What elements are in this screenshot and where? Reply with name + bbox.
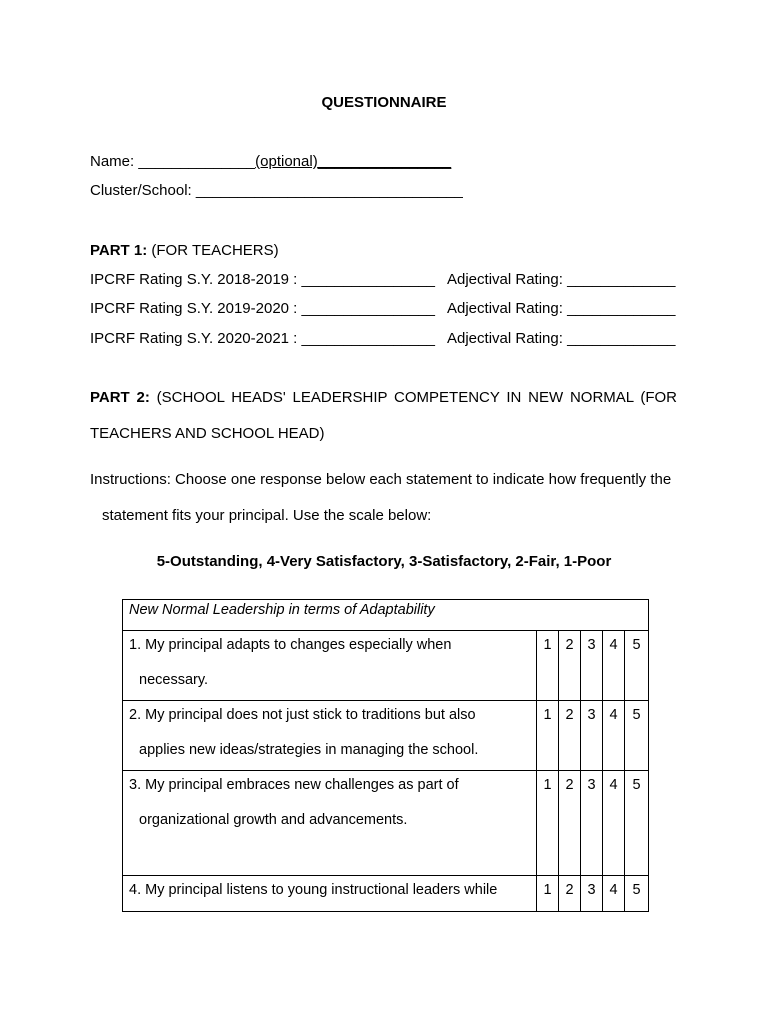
- statement-cell: [123, 631, 537, 701]
- statement-text: applies new ideas/strategies in managing the school.: [139, 742, 479, 758]
- ipcrf-label: IPCRF Rating S.Y. 2020-2021 :: [90, 330, 302, 347]
- table-header: New Normal Leadership in terms of Adaptability: [123, 600, 649, 631]
- table-row: [123, 631, 649, 701]
- rating-option-2[interactable]: 2: [559, 876, 581, 912]
- ipcrf-row: [90, 300, 435, 317]
- cluster-label: Cluster/School:: [90, 182, 196, 199]
- instructions-line: statement fits your principal. Use the scale below:: [102, 507, 432, 524]
- part1-label: PART 1:: [90, 242, 148, 259]
- part2-label: PART 2:: [90, 389, 150, 406]
- adjectival-blank[interactable]: _____________: [567, 300, 676, 317]
- part1-desc: (FOR TEACHERS): [147, 242, 279, 259]
- cluster-blank[interactable]: ________________________________: [195, 182, 463, 199]
- statement-text: organizational growth and advancements.: [139, 812, 408, 828]
- name-blank[interactable]: ______________: [138, 153, 256, 170]
- rating-option-5[interactable]: 5: [625, 771, 649, 876]
- ipcrf-row: [90, 271, 435, 288]
- name-optional-note: (optional): [255, 153, 318, 170]
- rating-option-3[interactable]: 3: [581, 876, 603, 912]
- statement-text: necessary.: [139, 672, 209, 688]
- adjectival-row: [447, 330, 676, 347]
- statement-text: 2. My principal does not just stick to traditions but also: [129, 707, 476, 723]
- adjectival-label: Adjectival Rating:: [447, 300, 568, 317]
- table-row: [123, 771, 649, 876]
- name-label: Name:: [90, 153, 139, 170]
- statement-text: 4. My principal listens to young instructional leaders while: [129, 882, 498, 898]
- adjectival-label: Adjectival Rating:: [447, 330, 568, 347]
- rating-option-2[interactable]: 2: [559, 631, 581, 701]
- rating-option-5[interactable]: 5: [625, 701, 649, 771]
- part1-heading: [90, 242, 279, 259]
- rating-option-1[interactable]: 1: [537, 876, 559, 912]
- part2-desc: (SCHOOL HEADS' LEADERSHIP COMPETENCY IN NEW NORMAL (FOR: [156, 389, 677, 406]
- name-blank-end[interactable]: ________________: [317, 153, 452, 170]
- rating-table: [122, 599, 649, 912]
- part2-heading: [90, 389, 677, 406]
- adjectival-blank[interactable]: _____________: [567, 330, 676, 347]
- adjectival-blank[interactable]: _____________: [567, 271, 676, 288]
- table-row: [123, 876, 649, 912]
- rating-option-5[interactable]: 5: [625, 876, 649, 912]
- rating-option-5[interactable]: 5: [625, 631, 649, 701]
- rating-option-2[interactable]: 2: [559, 701, 581, 771]
- page-title: QUESTIONNAIRE: [321, 94, 447, 111]
- table-row: [123, 701, 649, 771]
- adjectival-label: Adjectival Rating:: [447, 271, 568, 288]
- statement-text: 3. My principal embraces new challenges as part of: [129, 777, 459, 793]
- rating-option-4[interactable]: 4: [603, 631, 625, 701]
- ipcrf-label: IPCRF Rating S.Y. 2019-2020 :: [90, 300, 302, 317]
- rating-option-4[interactable]: 4: [603, 701, 625, 771]
- adjectival-row: [447, 300, 676, 317]
- rating-option-4[interactable]: 4: [603, 771, 625, 876]
- ipcrf-blank[interactable]: ________________: [301, 330, 435, 347]
- rating-option-2[interactable]: 2: [559, 771, 581, 876]
- part2-desc-cont: TEACHERS AND SCHOOL HEAD): [90, 425, 325, 442]
- rating-option-1[interactable]: 1: [537, 701, 559, 771]
- rating-option-4[interactable]: 4: [603, 876, 625, 912]
- rating-option-1[interactable]: 1: [537, 631, 559, 701]
- rating-scale: 5-Outstanding, 4-Very Satisfactory, 3-Satisfactory, 2-Fair, 1-Poor: [156, 553, 612, 570]
- instructions-line: Instructions: Choose one response below each statement to indicate how frequently the: [90, 471, 672, 488]
- adjectival-row: [447, 271, 676, 288]
- ipcrf-blank[interactable]: ________________: [301, 300, 435, 317]
- ipcrf-row: [90, 330, 435, 347]
- statement-cell: [123, 876, 537, 912]
- table-header-row: [123, 600, 649, 631]
- ipcrf-label: IPCRF Rating S.Y. 2018-2019 :: [90, 271, 302, 288]
- rating-option-3[interactable]: 3: [581, 631, 603, 701]
- rating-option-3[interactable]: 3: [581, 701, 603, 771]
- statement-cell: [123, 771, 537, 876]
- cluster-line: [90, 182, 463, 199]
- name-line: [90, 153, 451, 170]
- ipcrf-blank[interactable]: ________________: [301, 271, 435, 288]
- statement-cell: [123, 701, 537, 771]
- statement-text: 1. My principal adapts to changes especially when: [129, 637, 452, 653]
- rating-option-3[interactable]: 3: [581, 771, 603, 876]
- rating-option-1[interactable]: 1: [537, 771, 559, 876]
